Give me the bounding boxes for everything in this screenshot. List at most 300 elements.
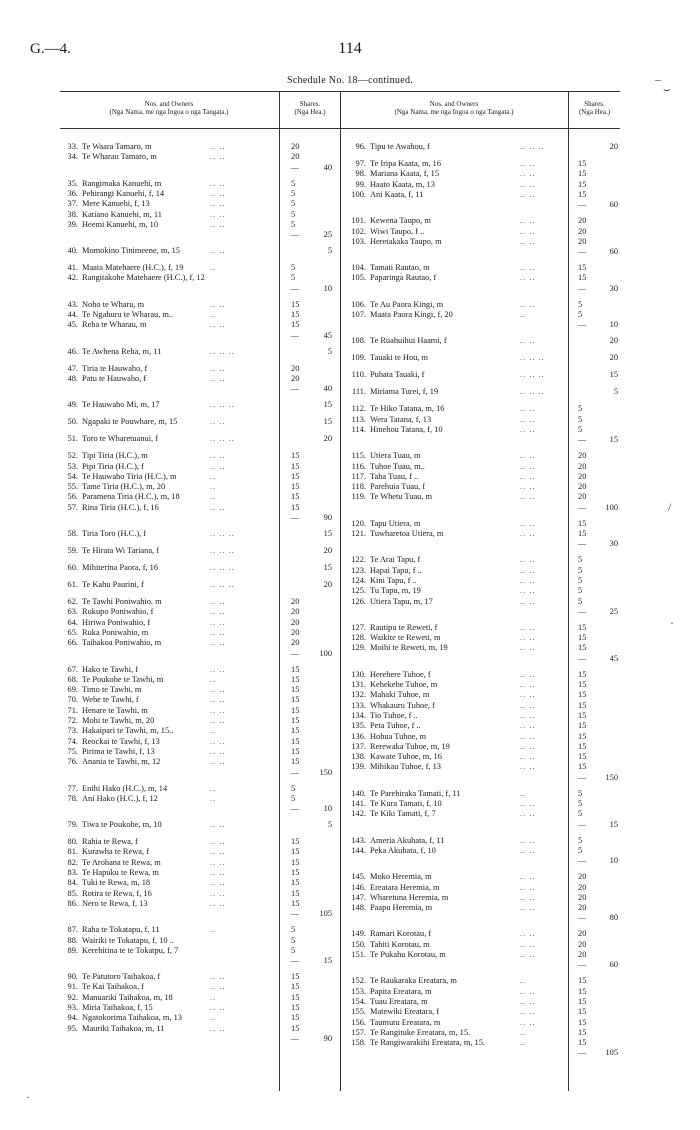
leader-dots: .. .. xyxy=(520,179,536,189)
leader-dots: .. .. xyxy=(210,502,226,512)
share-value: 15 xyxy=(291,857,300,867)
share-value: 20 xyxy=(578,461,587,471)
table-row xyxy=(0,893,700,903)
owner-number: 106. xyxy=(351,299,366,309)
group-total-row xyxy=(0,200,700,210)
owner-name: Te Hirata Wi Tariana, f xyxy=(82,546,160,555)
owner-name: Te Hapuku te Rewa, m xyxy=(82,868,159,877)
leader-dots: .. .. xyxy=(210,417,226,427)
leader-dots: .. .. xyxy=(210,199,226,209)
table-row xyxy=(0,169,700,179)
owner-number: 100. xyxy=(351,189,366,199)
share-value: 15 xyxy=(578,263,587,273)
owner-name: Hinehou Tatana, f, 10 xyxy=(370,424,443,434)
owner-name: Te Hiko Tatana, m, 16 xyxy=(370,404,445,414)
leader-dots: .. xyxy=(210,1013,217,1023)
owner-name: Rukupo Poniwahio, f xyxy=(82,607,154,617)
owner-number: 151. xyxy=(351,950,366,959)
share-value: 5 xyxy=(578,788,583,798)
right-owners-header xyxy=(341,100,567,116)
share-value: 15 xyxy=(578,731,587,741)
leader-dots: .. .. xyxy=(210,982,226,992)
share-value: 5 xyxy=(578,596,583,606)
leader-dots: .. .. xyxy=(520,762,536,772)
owner-number: 150. xyxy=(351,939,366,949)
owner-number: 120. xyxy=(351,518,366,528)
table-row xyxy=(0,519,700,529)
owner-name: Te Tawhi Poniwahio, m xyxy=(82,597,162,606)
share-total: 60 xyxy=(609,200,618,210)
owner-name: Maata Paora Kingi, f, 20 xyxy=(370,310,453,319)
share-value: 15 xyxy=(291,1013,300,1023)
table-row xyxy=(0,300,700,310)
owner-number: 44. xyxy=(67,310,78,319)
share-value: 15 xyxy=(578,529,587,538)
owner-number: 136. xyxy=(351,731,366,741)
leader-dots: .. xyxy=(210,310,217,319)
leader-dots: .. xyxy=(210,482,217,492)
owner-name: Enihi Hako (H.C.), m, 14 xyxy=(82,783,168,793)
share-value: 15 xyxy=(291,299,300,309)
owner-name: Reockai te Tawhi, f, 13 xyxy=(82,736,160,746)
owner-number: 55. xyxy=(67,482,78,492)
leader-dots: .. .. .. xyxy=(210,563,235,572)
share-value: 15 xyxy=(291,664,300,674)
owner-number: 137. xyxy=(351,741,366,751)
share-value: 15 xyxy=(291,868,300,877)
total-dash: — xyxy=(578,819,586,829)
total-dash: — xyxy=(578,960,586,970)
table-row xyxy=(0,404,700,414)
owner-number: 89. xyxy=(67,945,78,955)
owner-number: 138. xyxy=(351,752,366,762)
leader-dots: .. .. xyxy=(210,705,226,715)
share-value: 5 xyxy=(578,575,583,585)
owner-name: Tamati Rautao, m xyxy=(370,263,430,273)
right-shares-header xyxy=(569,100,620,116)
leader-dots: .. xyxy=(210,783,217,793)
leader-dots: .. .. xyxy=(520,482,536,492)
share-value: 20 xyxy=(578,903,587,913)
owner-name: Te Kura Tamati, f, 10 xyxy=(370,799,442,808)
leader-dots: .. .. xyxy=(210,1023,226,1033)
leader-dots: .. .. xyxy=(520,669,536,679)
share-value: 15 xyxy=(578,710,587,720)
share-total: 5 xyxy=(327,246,332,256)
share-value: 15 xyxy=(291,716,300,725)
table-row xyxy=(0,492,700,502)
owner-number: 97. xyxy=(355,159,366,168)
owner-name: Te Au Paora Kingi, m xyxy=(370,299,444,309)
leader-dots: .. .. xyxy=(210,757,226,767)
total-dash: — xyxy=(291,230,299,240)
leader-dots: .. .. xyxy=(520,263,536,273)
owner-number: 157. xyxy=(351,1027,366,1037)
owner-number: 80. xyxy=(67,837,78,847)
owner-number: 121. xyxy=(351,529,366,538)
owner-number: 94. xyxy=(67,1013,78,1023)
share-value: 15 xyxy=(578,1007,587,1017)
share-value: 5 xyxy=(578,565,583,575)
leader-dots: .. .. xyxy=(520,461,536,471)
owner-number: 77. xyxy=(67,783,78,793)
owner-number: 130. xyxy=(351,669,366,679)
table-row xyxy=(0,809,700,819)
owner-number: 58. xyxy=(67,529,78,538)
share-value: 15 xyxy=(578,680,587,689)
owner-name: Paapu Heremia, m xyxy=(370,903,433,913)
leader-dots: .. xyxy=(520,976,527,986)
leader-dots: .. .. xyxy=(520,799,536,808)
leader-dots: .. .. xyxy=(520,424,536,434)
share-total: 30 xyxy=(609,539,618,549)
owner-number: 52. xyxy=(67,451,78,461)
share-total: 5 xyxy=(327,820,332,830)
owner-number: 88. xyxy=(67,935,78,945)
owner-number: 131. xyxy=(351,680,366,689)
owner-name: Ani Kaata, f, 11 xyxy=(370,189,424,199)
table-row xyxy=(0,872,700,882)
owner-number: 57. xyxy=(67,502,78,512)
owner-name: Peka Akuhata, f, 10 xyxy=(370,845,436,855)
owner-number: 105. xyxy=(351,273,366,283)
owner-name: Taumutu Ereatara, m xyxy=(370,1017,441,1027)
share-value: 5 xyxy=(578,845,583,855)
table-row xyxy=(0,142,700,152)
table-row xyxy=(0,690,700,700)
share-total: 100 xyxy=(319,648,332,658)
leader-dots: .. .. xyxy=(520,680,536,689)
share-total: 10 xyxy=(609,856,618,866)
share-value: 20 xyxy=(578,892,587,902)
owner-number: 110. xyxy=(351,370,366,380)
table-row xyxy=(0,623,700,633)
leader-dots: .. .. xyxy=(520,903,536,913)
share-value: 20 xyxy=(291,152,300,162)
owner-name: Hakaipari te Tawhi, m, 15.. xyxy=(82,726,174,736)
total-dash: — xyxy=(578,1048,586,1058)
leader-dots: .. .. xyxy=(520,752,536,762)
table-row xyxy=(0,462,700,472)
share-value: 20 xyxy=(291,607,300,617)
owner-number: 118. xyxy=(351,482,366,492)
table-row xyxy=(0,836,700,846)
share-value: 20 xyxy=(578,939,587,949)
owner-number: 53. xyxy=(67,461,78,471)
total-dash: — xyxy=(578,653,586,663)
owner-number: 87. xyxy=(67,925,78,935)
leader-dots: .. .. xyxy=(520,710,536,720)
owner-name: Miria Taihakoa, f, 15 xyxy=(82,1003,153,1012)
owner-name: Te Kahu Paurini, f xyxy=(82,580,144,589)
share-value: 15 xyxy=(578,633,587,643)
group-total-row xyxy=(0,913,700,923)
table-row xyxy=(0,846,700,856)
leader-dots: .. .. xyxy=(210,152,226,162)
share-value: 5 xyxy=(291,178,296,188)
leader-dots: .. .. xyxy=(210,664,226,674)
left-shares-header xyxy=(280,100,340,116)
owner-name: Kurawha te Rewa, f xyxy=(82,847,149,857)
page-header-ref: G.—4. xyxy=(30,41,71,57)
table-row xyxy=(0,227,700,237)
leader-dots: .. .. xyxy=(520,643,536,653)
leader-dots: .. .. xyxy=(210,461,226,471)
owner-name: Tipu te Awahou, f xyxy=(370,142,430,151)
owner-number: 70. xyxy=(67,695,78,705)
table-row xyxy=(0,566,700,576)
owner-name: Ameria Akuhata, f, 11 xyxy=(370,835,445,845)
total-dash: — xyxy=(578,283,586,293)
owner-number: 142. xyxy=(351,809,366,819)
table-row xyxy=(0,180,700,190)
owner-number: 99. xyxy=(355,179,366,189)
leader-dots: .. .. xyxy=(210,320,226,330)
share-value: 15 xyxy=(291,482,300,492)
owner-name: Kerehitina te te Tokatpu, f, 7 xyxy=(82,945,179,955)
table-row xyxy=(0,721,700,731)
leader-dots: .. xyxy=(210,263,217,273)
leader-dots: .. .. xyxy=(520,950,536,959)
owner-name: Puhata Tauaki, f xyxy=(370,370,425,380)
total-dash: — xyxy=(291,1033,299,1043)
owner-name: Mohi te Tawhi, m, 20 xyxy=(82,716,155,725)
owner-name: Tuwharetoa Utiera, m xyxy=(370,529,444,538)
table-row xyxy=(0,353,700,363)
share-value: 20 xyxy=(578,451,587,461)
total-dash: — xyxy=(291,956,299,966)
owner-name: Hapai Tapu, f .. xyxy=(370,565,422,575)
owner-number: 148. xyxy=(351,903,366,913)
owner-number: 102. xyxy=(351,226,366,236)
share-value: 15 xyxy=(291,837,300,847)
owner-name: Te Iripa Kaata, m, 16 xyxy=(370,159,442,168)
total-dash: — xyxy=(578,913,586,923)
leader-dots: .. .. xyxy=(520,741,536,751)
table-row xyxy=(0,976,700,986)
margin-mark: ‒ xyxy=(655,72,661,86)
owner-name: Haato Kaata, m, 13 xyxy=(370,179,435,189)
leader-dots: .. .. xyxy=(210,246,226,256)
share-value: 15 xyxy=(291,492,300,502)
leader-dots: .. .. xyxy=(520,622,536,632)
leader-dots: .. .. xyxy=(520,892,536,902)
owner-name: Maata Matehaere (H.C.), f, 19 xyxy=(82,263,184,273)
owner-number: 59. xyxy=(67,546,78,555)
owner-number: 92. xyxy=(67,992,78,1002)
leader-dots: .. .. xyxy=(520,273,536,283)
leader-dots: .. .. .. xyxy=(520,353,545,363)
share-total: 40 xyxy=(323,384,332,394)
owner-name: Taha Tuau, f .. xyxy=(370,471,419,481)
owner-number: 111. xyxy=(351,387,366,397)
total-dash: — xyxy=(578,539,586,549)
group-total-row xyxy=(0,960,700,970)
share-total: 10 xyxy=(323,283,332,293)
leader-dots: .. .. xyxy=(520,929,536,939)
leader-dots: .. .. .. xyxy=(210,346,235,356)
share-value: 20 xyxy=(578,236,587,246)
share-value: 15 xyxy=(291,878,300,888)
leader-dots: .. .. xyxy=(210,188,226,198)
table-row xyxy=(0,680,700,690)
share-total: 60 xyxy=(609,960,618,970)
owner-number: 81. xyxy=(67,847,78,857)
group-total-row xyxy=(0,1048,700,1058)
owner-name: Reha te Wharau, m xyxy=(82,320,147,330)
share-value: 5 xyxy=(291,925,296,935)
owner-name: Rina Tiria (H.C.), f, 16 xyxy=(82,502,159,512)
owner-number: 56. xyxy=(67,492,78,502)
owner-number: 79. xyxy=(67,820,78,830)
leader-dots: .. .. xyxy=(210,972,226,982)
owner-name: Wehe te Tawhi, f xyxy=(82,695,139,705)
share-value: 20 xyxy=(291,373,300,383)
leader-dots: .. .. xyxy=(520,835,536,845)
share-value: 15 xyxy=(578,986,587,996)
leader-dots: .. .. xyxy=(520,404,536,414)
leader-dots: .. .. xyxy=(210,299,226,309)
table-row xyxy=(0,415,700,425)
owner-number: 126. xyxy=(351,596,366,606)
total-dash: — xyxy=(578,435,586,445)
owner-number: 68. xyxy=(67,674,78,684)
owner-name: Ngatokorima Taihakoa, m, 13 xyxy=(82,1013,182,1023)
share-value: 15 xyxy=(291,320,300,330)
leader-dots: .. .. xyxy=(520,731,536,741)
owner-number: 63. xyxy=(67,607,78,617)
table-row xyxy=(0,1007,700,1017)
leader-dots: .. .. xyxy=(520,882,536,892)
owner-number: 83. xyxy=(67,868,78,877)
table-row xyxy=(0,670,700,680)
share-total: 20 xyxy=(323,434,332,444)
share-total: 10 xyxy=(609,320,618,330)
group-total-row xyxy=(0,607,700,617)
share-total: 15 xyxy=(323,956,332,966)
total-dash: — xyxy=(291,162,299,172)
leader-dots: .. .. .. xyxy=(210,580,235,589)
shares-header-line1: Shares. xyxy=(299,100,321,108)
share-value: 15 xyxy=(578,159,587,168)
share-value: 5 xyxy=(578,555,583,565)
leader-dots: .. .. xyxy=(520,236,536,246)
leader-dots: .. xyxy=(210,492,217,502)
leader-dots: .. .. xyxy=(210,736,226,746)
table-row xyxy=(0,482,700,492)
owners-header-line2: (Nga Nama, me nga Ingoa o nga Tangata.) xyxy=(109,108,229,116)
owner-name: Utiera Tuau, m xyxy=(370,451,421,461)
owner-number: 145. xyxy=(351,872,366,882)
leader-dots: .. .. xyxy=(210,820,226,830)
share-value: 5 xyxy=(291,263,296,273)
owner-number: 132. xyxy=(351,690,366,700)
leader-dots: .. .. xyxy=(210,685,226,695)
owner-number: 69. xyxy=(67,685,78,695)
share-value: 15 xyxy=(291,685,300,695)
share-total: 5 xyxy=(327,346,332,356)
group-total-row xyxy=(0,503,700,513)
share-value: 15 xyxy=(578,752,587,762)
leader-dots: .. xyxy=(210,471,217,481)
leader-dots: .. .. xyxy=(520,996,536,1006)
owner-number: 50. xyxy=(67,417,78,427)
group-total-row xyxy=(0,320,700,330)
share-total: 15 xyxy=(323,529,332,538)
table-row xyxy=(0,950,700,960)
owner-name: Moihi te Reweti, m, 19 xyxy=(370,643,448,653)
owner-name: Momokino Tinimeene, m, 15 xyxy=(82,246,180,256)
owner-number: 104. xyxy=(351,263,366,273)
leader-dots: .. .. xyxy=(210,178,226,188)
table-row xyxy=(0,997,700,1007)
owner-number: 108. xyxy=(351,336,366,346)
share-value: 5 xyxy=(578,424,583,434)
share-value: 5 xyxy=(578,799,583,808)
share-value: 5 xyxy=(291,209,296,219)
owner-name: Mahaki Tuhoe, m xyxy=(370,690,430,700)
table-row xyxy=(0,387,700,397)
owner-number: 134. xyxy=(351,710,366,720)
owners-header-line2: (Nga Nama, me nga Ingoa o nga Tangata.) xyxy=(394,108,514,116)
share-total: 105 xyxy=(605,1048,618,1058)
share-value: 15 xyxy=(291,502,300,512)
owner-name: Pirima te Tawhi, f, 13 xyxy=(82,746,155,756)
share-total: 45 xyxy=(323,330,332,340)
total-dash: — xyxy=(578,772,586,782)
leader-dots: .. .. xyxy=(210,898,226,908)
leader-dots: .. .. xyxy=(520,721,536,731)
owner-name: Tauaki te Hou, m xyxy=(370,353,429,363)
share-value: 15 xyxy=(578,741,587,751)
share-value: 15 xyxy=(291,1003,300,1012)
owner-number: 41. xyxy=(67,263,78,273)
leader-dots: .. .. xyxy=(210,617,226,627)
table-row xyxy=(0,742,700,752)
owner-number: 82. xyxy=(67,857,78,867)
leader-dots: .. .. .. xyxy=(520,387,545,397)
share-total: 30 xyxy=(609,283,618,293)
owner-name: Wharetuna Heremia, m xyxy=(370,892,449,902)
table-row xyxy=(0,310,700,320)
leader-dots: .. .. xyxy=(210,373,226,383)
share-value: 5 xyxy=(578,835,583,845)
leader-dots: .. .. xyxy=(210,219,226,229)
table-row xyxy=(0,752,700,762)
owner-name: Utiera Tapu, m, 17 xyxy=(370,596,433,606)
owner-number: 75. xyxy=(67,746,78,756)
owner-name: Paramena Tiria (H.C.), m, 18 xyxy=(82,492,180,502)
owner-number: 103. xyxy=(351,236,366,246)
share-value: 15 xyxy=(291,695,300,705)
share-value: 15 xyxy=(291,972,300,982)
share-value: 15 xyxy=(578,690,587,700)
leader-dots: .. .. xyxy=(520,159,536,168)
share-value: 5 xyxy=(291,199,296,209)
owner-name: Te Poukohe te Tawhi, m xyxy=(82,674,164,684)
table-row xyxy=(0,472,700,482)
owner-name: Tuki te Rewa, m, 18 xyxy=(82,878,151,888)
owner-name: Patu te Hauwaho, f xyxy=(82,373,147,383)
owner-name: Tiwa te Poukohe, m, 10 xyxy=(82,820,162,830)
share-value: 5 xyxy=(578,414,583,424)
table-row xyxy=(0,529,700,539)
owner-name: Te Waara Tamaro, m xyxy=(82,142,152,151)
leader-dots: .. .. xyxy=(210,716,226,725)
owner-number: 91. xyxy=(67,982,78,992)
owner-number: 156. xyxy=(351,1017,366,1027)
share-value: 15 xyxy=(291,746,300,756)
